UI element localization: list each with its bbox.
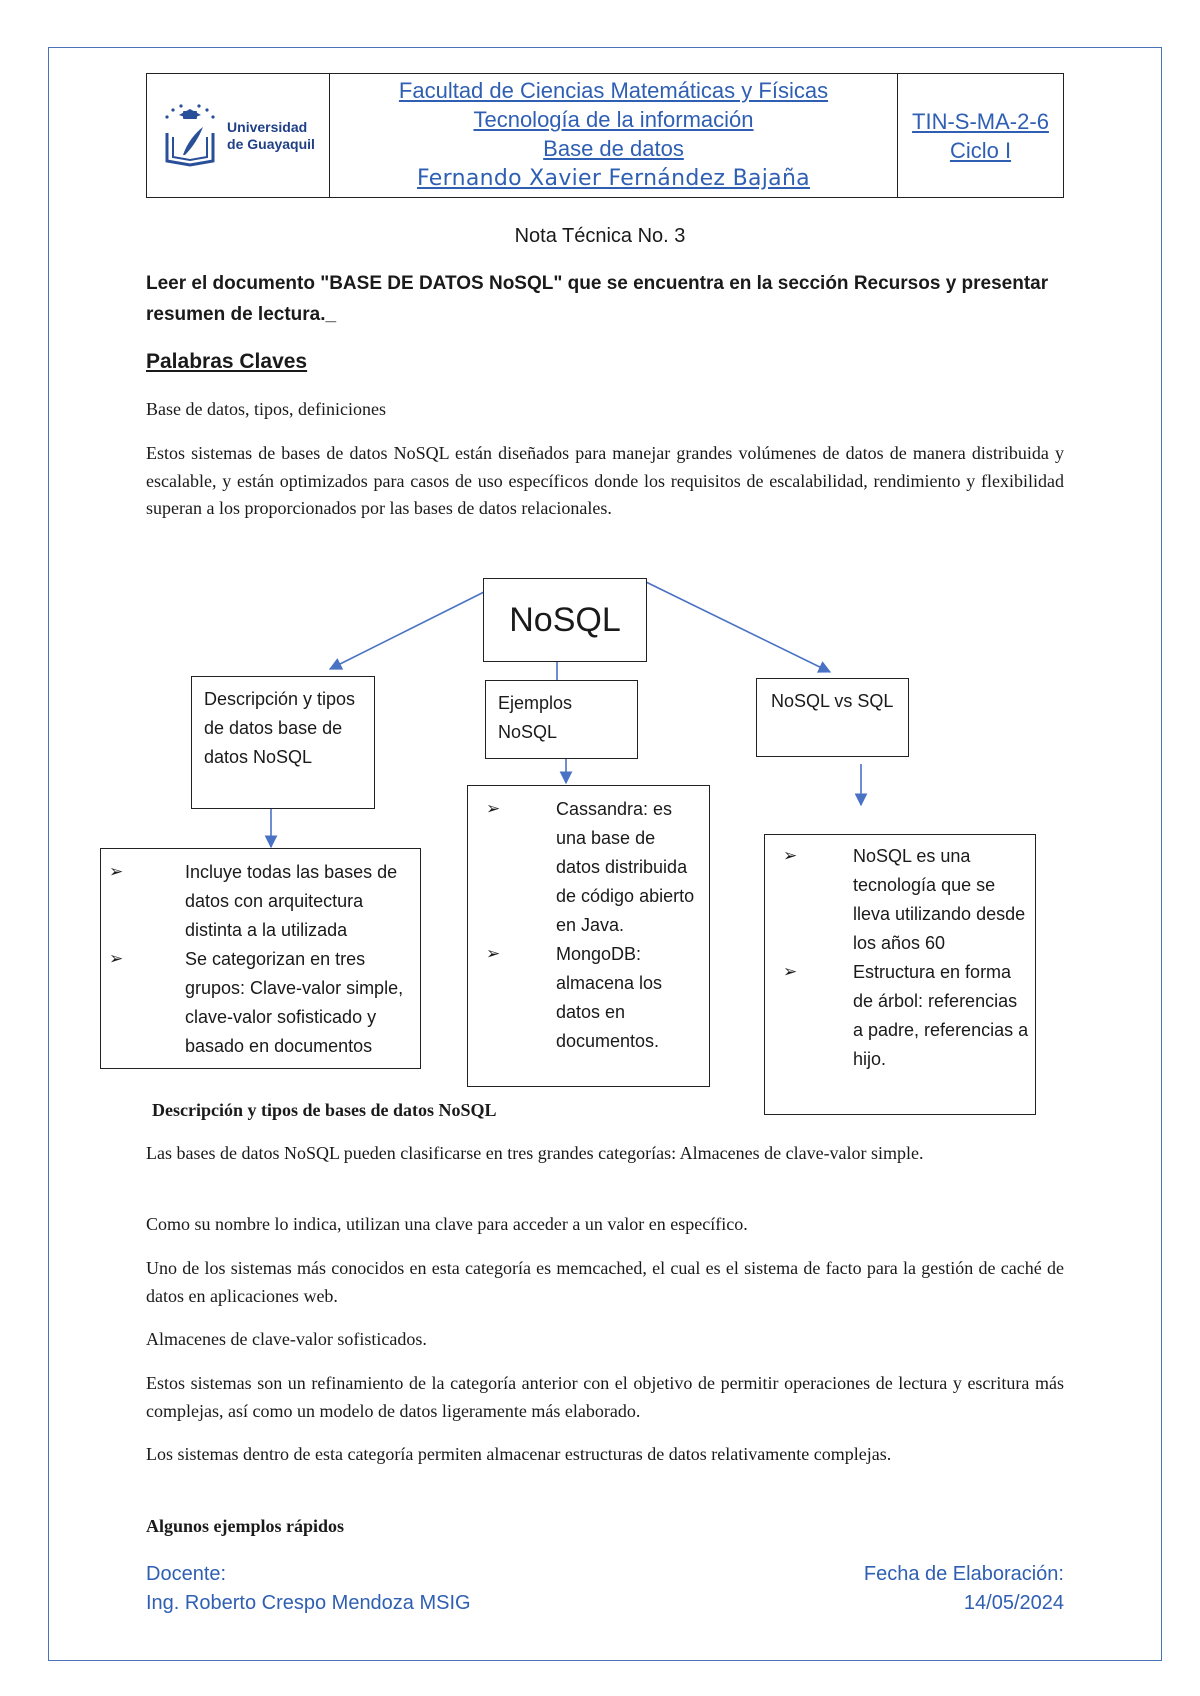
section-paragraph: Almacenes de clave-valor sofisticados. [146, 1329, 427, 1349]
student-name: Fernando Xavier Fernández Bajaña [417, 166, 810, 191]
diagram-description-box [191, 676, 375, 809]
footer-teacher [146, 1560, 471, 1618]
section-paragraph: Estos sistemas son un refinamiento de la categoría anterior con el objetivo de permitir operaciones de lectura y escritura más complejas, así como un modelo de datos ligeramente más elaborado. [146, 1373, 1064, 1421]
keywords-heading: Palabras Claves [146, 350, 308, 373]
arrow-root-to-comparison [646, 582, 830, 672]
diagram-examples-box [485, 680, 638, 759]
diagram-comparison-details [764, 834, 1036, 1115]
keywords-text: Base de datos, tipos, definiciones [146, 399, 386, 419]
diagram-description-title: Descripción y tipos de datos base de datos NoSQL [204, 689, 356, 767]
diagram-comparison-box [756, 678, 909, 757]
course-code: TIN-S-MA-2-6 [912, 108, 1049, 134]
diagram-examples-details [467, 785, 710, 1087]
list-item: ➢ Se categorizan en tres grupos: Clave-valor simple, clave-valor sofisticado y basado en documentos [101, 945, 414, 1061]
section-paragraph: Como su nombre lo indica, utilizan una clave para acceder a un valor en específico. [146, 1214, 748, 1234]
teacher-name: Ing. Roberto Crespo Mendoza MSIG [146, 1592, 471, 1614]
diagram-description-details [100, 848, 421, 1069]
date-value: 14/05/2024 [963, 1592, 1064, 1614]
diagram-examples-title: Ejemplos NoSQL [498, 693, 573, 742]
section-subheading: Algunos ejemplos rápidos [146, 1516, 345, 1536]
section-heading: Descripción y tipos de bases de datos NoSQL [152, 1100, 497, 1120]
list-item: ➢ Estructura en forma de árbol: referencias a padre, referencias a hijo. [775, 958, 1029, 1074]
list-item: ➢ Cassandra: es una base de datos distribuida de código abierto en Java. [478, 795, 703, 940]
subject-name: Base de datos [543, 136, 684, 161]
diagram-comparison-title: NoSQL vs SQL [771, 691, 894, 711]
document-title: Nota Técnica No. 3 [514, 225, 686, 247]
instruction-text: Leer el documento "BASE DE DATOS NoSQL" que se encuentra en la sección Recursos y presentar resumen de lectura._ [146, 273, 1049, 325]
section-paragraph: Uno de los sistemas más conocidos en esta categoría es memcached, el cual es el sistema de facto para la gestión de caché de datos en aplicaciones web. [146, 1258, 1064, 1306]
list-item: ➢ NoSQL es una tecnología que se lleva utilizando desde los años 60 [775, 842, 1029, 958]
course-cycle: Ciclo I [949, 137, 1012, 163]
section-paragraph: Las bases de datos NoSQL pueden clasificarse en tres grandes categorías: Almacenes de clave-valor simple. [146, 1143, 924, 1163]
faculty-name: Facultad de Ciencias Matemáticas y Físicas [398, 78, 829, 103]
section-paragraph: Los sistemas dentro de esta categoría permiten almacenar estructuras de datos relativamente complejas. [146, 1444, 892, 1464]
list-item: ➢ MongoDB: almacena los datos en documentos. [478, 940, 703, 1056]
list-item: ➢ Incluye todas las bases de datos con arquitectura distinta a la utilizada [101, 858, 414, 945]
arrow-root-to-description [330, 592, 484, 669]
teacher-label: Docente: [146, 1563, 227, 1585]
diagram-root-label: NoSQL [509, 601, 621, 639]
date-label: Fecha de Elaboración: [863, 1563, 1064, 1585]
intro-paragraph: Estos sistemas de bases de datos NoSQL están diseñados para manejar grandes volúmenes de datos de manera distribuida y escalable, y están optimizados para casos de uso específicos donde los requisitos de escalabilidad, rendimiento y flexibilidad superan a los proporcionados por las bases de datos relacionales. [146, 443, 1064, 518]
diagram-root-box [483, 578, 647, 662]
logo-line-1: Universidad [227, 118, 308, 135]
footer-date [864, 1560, 1064, 1618]
career-name: Tecnología de la información [473, 107, 754, 132]
logo-line-2: de Guayaquil [227, 135, 315, 152]
